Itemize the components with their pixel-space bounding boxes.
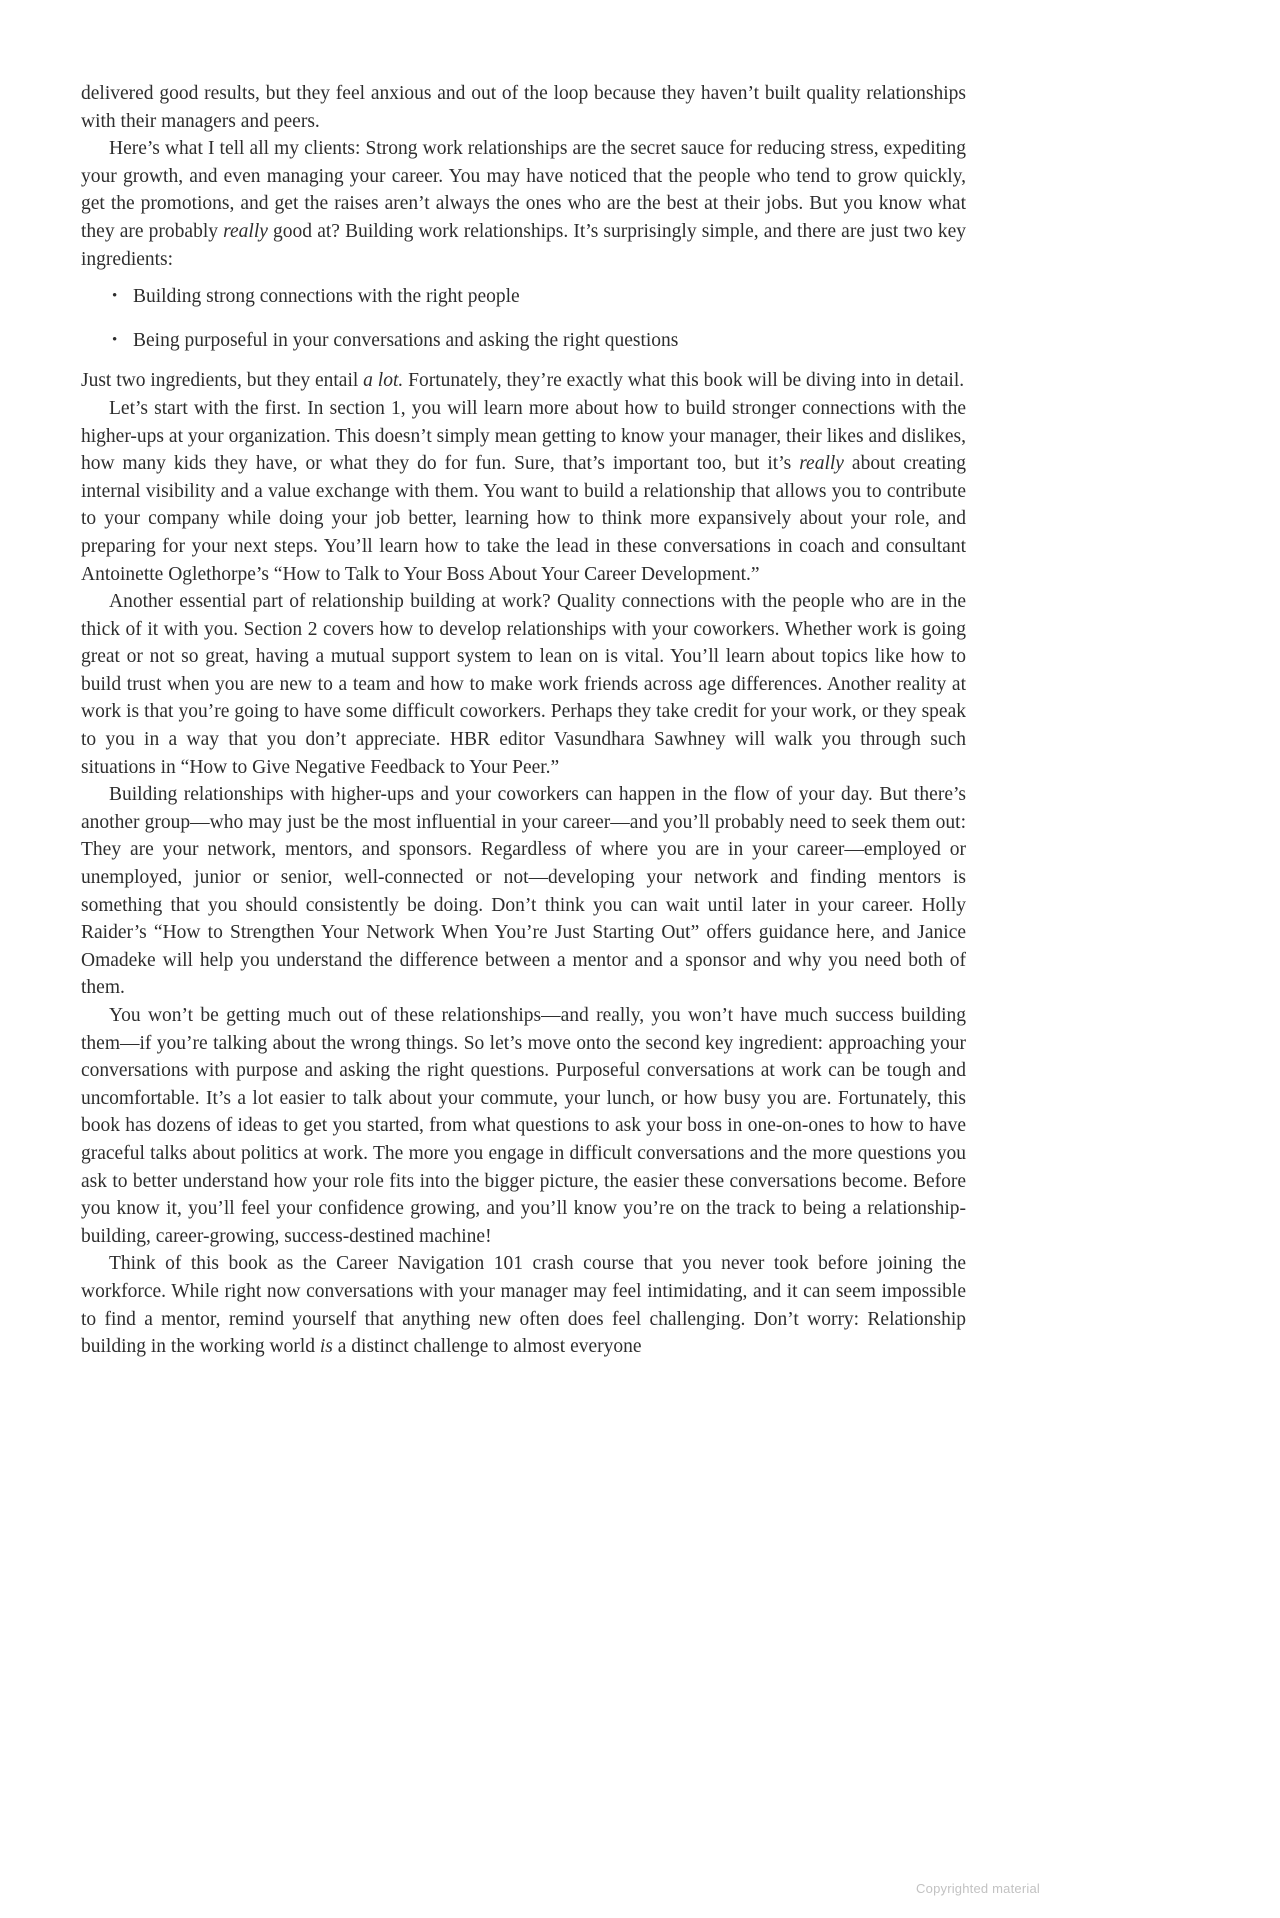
bullet-list bbox=[81, 283, 966, 354]
paragraph: Let’s start with the first. In section 1, you will learn more about how to build stronger connections with the higher-ups at your organization. This doesn’t simply mean getting to know your manager, their likes and dislikes, how many kids they have, or what they do for fun. Sure, that’s important too, but it’s really about creating internal visibility and a value exchange with them. You want to build a relationship that allows you to contribute to your company while doing your job better, learning how to think more expansively about your role, and preparing for your next steps. You’ll learn how to take the lead in these conversations in coach and consultant Antoinette Oglethorpe’s “How to Talk to Your Boss About Your Career Development.” bbox=[81, 397, 967, 585]
paragraph: Think of this book as the Career Navigation 101 crash course that you never took before joining the workforce. While right now conversations with your manager may feel intimidating, and it can seem impossible to find a mentor, remind yourself that anything new often does feel challenging. Don’t worry: Relationship building in the working world is a distinct challenge to almost everyone bbox=[81, 1253, 966, 1358]
page-text bbox=[81, 80, 966, 1361]
paragraph: You won’t be getting much out of these relationships—and really, you won’t have much success building them—if you’re talking about the wrong things. So let’s move onto the second key ingredient: approaching your conversations with purpose and asking the right questions. Purposeful conversations at work can be tough and uncomfortable. It’s a lot easier to talk about your commute, your lunch, or how busy you are. Fortunately, this book has dozens of ideas to get you started, from what questions to ask your boss in one-on-ones to how to have graceful talks about politics at work. The more you engage in difficult conversations and the more questions you ask to better understand how your role fits into the bigger picture, the easier these conversations become. Before you know it, you’ll feel your confidence growing, and you’ll know you’re on the track to being a relationship-building, career-growing, success-destined machine! bbox=[81, 1005, 966, 1247]
paragraph: Building relationships with higher-ups and your coworkers can happen in the flow of your day. But there’s another group—who may just be the most influential in your career—and you’ll probably need to seek them out: They are your network, mentors, and sponsors. Regardless of where you are in your career—employed or unemployed, junior or senior, well-connected or not—developing your network and finding mentors is something that you should consistently be doing. Don’t think you can wait until later in your career. Holly Raider’s “How to Strengthen Your Network When You’re Just Starting Out” offers guidance here, and Janice Omadeke will help you understand the difference between a mentor and a sponsor and why you need both of them. bbox=[81, 784, 966, 999]
paragraph: Here’s what I tell all my clients: Strong work relationships are the secret sauce for reducing stress, expediting your growth, and even managing your career. You may have noticed that the people who tend to grow quickly, get the promotions, and get the raises aren’t always the ones who are the best at their jobs. But you know what they are probably really good at? Building work relationships. It’s surprisingly simple, and there are just two key ingredients: bbox=[81, 138, 966, 270]
paragraph: delivered good results, but they feel anxious and out of the loop because they haven’t built quality relationships with their managers and peers. bbox=[81, 83, 966, 132]
copyright-notice: Copyrighted material bbox=[916, 1881, 1040, 1896]
paragraph: Another essential part of relationship building at work? Quality connections with the people who are in the thick of it with you. Section 2 covers how to develop relationships with your coworkers. Whether work is going great or not so great, having a mutual support system to lean on is vital. You’ll learn about topics like how to build trust when you are new to a team and how to make work friends across age differences. Another reality at work is that you’re going to have some difficult coworkers. Perhaps they take credit for your work, or they speak to you in a way that you don’t appreciate. HBR editor Vasundhara Sawhney will walk you through such situations in “How to Give Negative Feedback to Your Peer.” bbox=[81, 591, 966, 778]
paragraph: Just two ingredients, but they entail a lot. Fortunately, they’re exactly what this book will be diving into in detail. bbox=[81, 370, 965, 392]
bullet-item: • Being purposeful in your conversations and asking the right questions bbox=[133, 327, 966, 355]
bullet-item: • Building strong connections with the right people bbox=[133, 283, 966, 311]
